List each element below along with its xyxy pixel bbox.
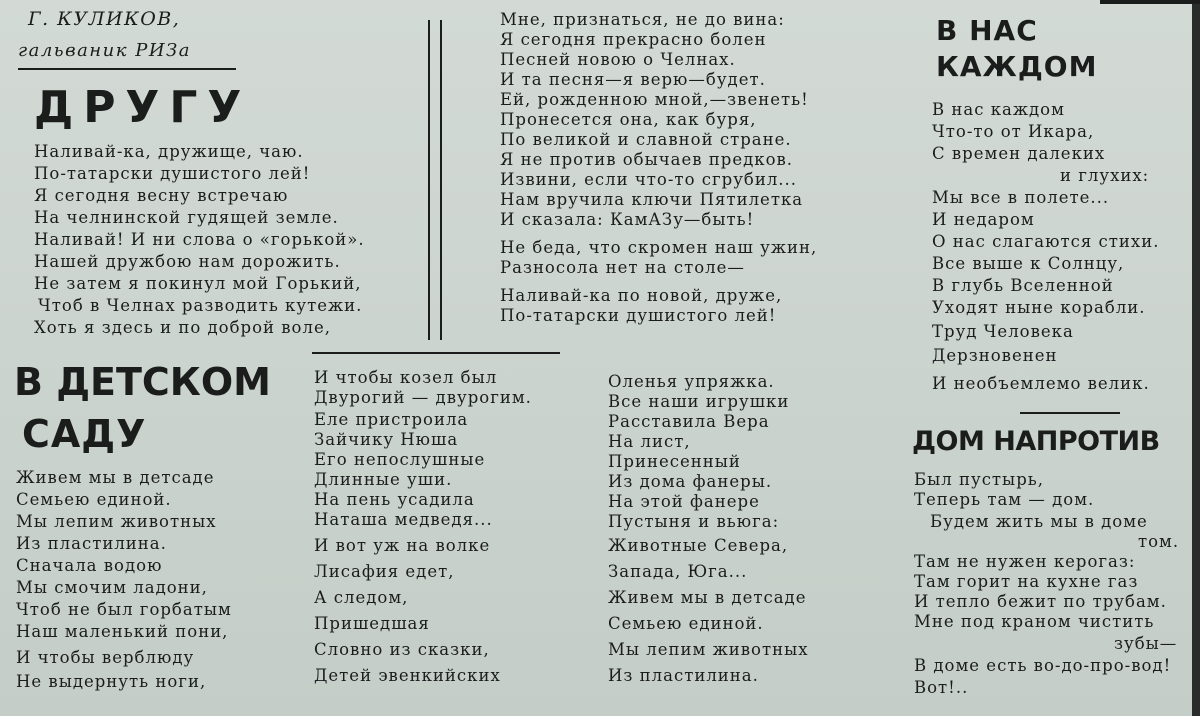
verse-line: В глубь Вселенной — [932, 276, 1114, 295]
verse-line: В нас каждом — [932, 100, 1065, 119]
verse-line: Зайчику Нюша — [314, 430, 459, 449]
verse-line: На этой фанере — [608, 492, 760, 511]
verse-line: Расставила Вера — [608, 412, 770, 431]
right-column-divider — [1020, 412, 1120, 414]
poem-title-detsad-line2: САДУ — [22, 412, 147, 456]
verse-line: Чтоб в Челнах разводить кутежи. — [38, 296, 363, 315]
verse-line: Мы лепим животных — [608, 640, 809, 659]
verse-line: Я не против обычаев предков. — [500, 150, 794, 169]
verse-line: Что-то от Икара, — [932, 122, 1095, 141]
verse-line: и глухих: — [1060, 166, 1150, 185]
verse-line: Живем мы в детсаде — [16, 468, 215, 487]
verse-line: И сказала: КамАЗу—быть! — [500, 210, 755, 229]
verse-line: И необъемлемо велик. — [932, 374, 1150, 393]
page-edge — [1192, 0, 1200, 716]
verse-line: Нашей дружбою нам дорожить. — [34, 252, 341, 271]
section-divider — [312, 352, 560, 354]
verse-line: том. — [1138, 532, 1180, 551]
verse-line: Ей, рожденною мной,—звенеть! — [500, 90, 809, 109]
verse-line: Наш маленький пони, — [16, 622, 229, 641]
verse-line: Я сегодня весну встречаю — [34, 186, 289, 205]
verse-line: зубы— — [1114, 634, 1178, 653]
verse-line: Лисафия едет, — [314, 562, 455, 581]
verse-line: Труд Человека — [932, 322, 1074, 341]
author-name: Г. КУЛИКОВ, — [28, 8, 181, 30]
verse-line: Длинные уши. — [314, 470, 453, 489]
verse-line: Наливай-ка, дружище, чаю. — [34, 142, 304, 161]
poem-title-v-nas-line1: В НАС — [936, 14, 1038, 47]
verse-line: На лист, — [608, 432, 691, 451]
verse-line: И та песня—я верю—будет. — [500, 70, 766, 89]
top-edge-right — [1100, 0, 1200, 4]
verse-line: Не выдернуть ноги, — [16, 672, 207, 691]
verse-line: Мне, признаться, не до вина: — [500, 10, 785, 29]
verse-line: Извини, если что-то сгрубил... — [500, 170, 798, 189]
poem-detsad-col2 — [314, 370, 532, 690]
poem-title-dom: ДОМ НАПРОТИВ — [912, 426, 1160, 457]
verse-line: Из дома фанеры. — [608, 472, 773, 491]
verse-line: Не затем я покинул мой Горький, — [34, 274, 362, 293]
verse-line: На челнинской гудящей земле. — [34, 208, 339, 227]
verse-line: И тепло бежит по трубам. — [914, 592, 1167, 611]
poem-title-drugu: ДРУГУ — [34, 82, 252, 133]
verse-line: Еле пристроила — [314, 410, 469, 429]
verse-line: По-татарски душистого лей! — [34, 164, 311, 183]
verse-line: Хоть я здесь и по доброй воле, — [34, 318, 331, 337]
verse-line: Уходят ныне корабли. — [932, 298, 1146, 317]
poem-detsad-col1 — [16, 470, 232, 696]
verse-line: Словно из сказки, — [314, 640, 490, 659]
verse-line: Запада, Юга... — [608, 562, 748, 581]
verse-line: Мы смочим ладони, — [16, 578, 208, 597]
author-underline — [18, 68, 236, 70]
verse-line: Нам вручила ключи Пятилетка — [500, 190, 804, 209]
verse-line: Там горит на кухне газ — [914, 572, 1139, 591]
verse-line: Детей эвенкийских — [314, 666, 501, 685]
poem-title-v-nas-line2: КАЖДОМ — [936, 50, 1098, 83]
verse-line: Дерзновенен — [932, 346, 1058, 365]
poem-dom-body — [914, 472, 1179, 700]
verse-line: Наливай-ка по новой, друже, — [500, 286, 783, 305]
verse-line: Там не нужен керогаз: — [914, 552, 1136, 571]
verse-line: С времен далеких — [932, 144, 1106, 163]
verse-line: Из пластилина. — [16, 534, 167, 553]
verse-line: И вот уж на волке — [314, 536, 491, 555]
verse-line: Пустыня и вьюга: — [608, 512, 780, 531]
poem-title-detsad-line1: В ДЕТСКОМ — [14, 360, 271, 404]
verse-line: По великой и славной стране. — [500, 130, 792, 149]
verse-line: Я сегодня прекрасно болен — [500, 30, 767, 49]
verse-line: Семьею единой. — [608, 614, 764, 633]
poem-drugu-left — [34, 144, 365, 342]
verse-line: Из пластилина. — [608, 666, 759, 685]
verse-line: И недаром — [932, 210, 1035, 229]
verse-line: Его непослушные — [314, 450, 486, 469]
verse-line: Пронесется она, как буря, — [500, 110, 757, 129]
author-role: гальваник РИЗа — [18, 40, 191, 61]
verse-line: Не беда, что скромен наш ужин, — [500, 238, 818, 257]
verse-line: Чтоб не был горбатым — [16, 600, 232, 619]
verse-line: Мы все в полете... — [932, 188, 1110, 207]
verse-line: Наливай! И ни слова о «горькой». — [34, 230, 365, 249]
verse-line: Живем мы в детсаде — [608, 588, 807, 607]
verse-line: Наташа медведя... — [314, 510, 493, 529]
verse-line: О нас слагаются стихи. — [932, 232, 1160, 251]
verse-line: Принесенный — [608, 452, 741, 471]
verse-line: На пень усадила — [314, 490, 475, 509]
verse-line: А следом, — [314, 588, 409, 607]
verse-line: Мне под краном чистить — [914, 612, 1155, 631]
column-divider-right — [440, 20, 442, 340]
verse-line: Теперь там — дом. — [914, 490, 1095, 509]
column-divider-left — [428, 20, 430, 340]
verse-line: Песней новою о Челнах. — [500, 50, 736, 69]
poem-v-nas-body — [932, 102, 1159, 398]
verse-line: Семьею единой. — [16, 490, 172, 509]
verse-line: Мы лепим животных — [16, 512, 217, 531]
poem-detsad-col3 — [608, 374, 809, 690]
verse-line: В доме есть во-до-про-вод! — [914, 656, 1172, 675]
poem-drugu-right — [500, 12, 817, 328]
verse-line: Разносола нет на столе— — [500, 258, 745, 277]
verse-line: Все выше к Солнцу, — [932, 254, 1125, 273]
verse-line: Двурогий — двурогим. — [314, 388, 532, 407]
verse-line: Пришедшая — [314, 614, 430, 633]
verse-line: Будем жить мы в доме — [930, 512, 1148, 531]
verse-line: Сначала водою — [16, 556, 163, 575]
verse-line: По-татарски душистого лей! — [500, 306, 777, 325]
verse-line: Вот!.. — [914, 678, 969, 697]
verse-line: Оленья упряжка. — [608, 372, 775, 391]
verse-line: И чтобы верблюду — [16, 648, 195, 667]
verse-line: Был пустырь, — [914, 470, 1044, 489]
verse-line: Все наши игрушки — [608, 392, 790, 411]
verse-line: Животные Севера, — [608, 536, 789, 555]
verse-line: И чтобы козел был — [314, 368, 498, 387]
